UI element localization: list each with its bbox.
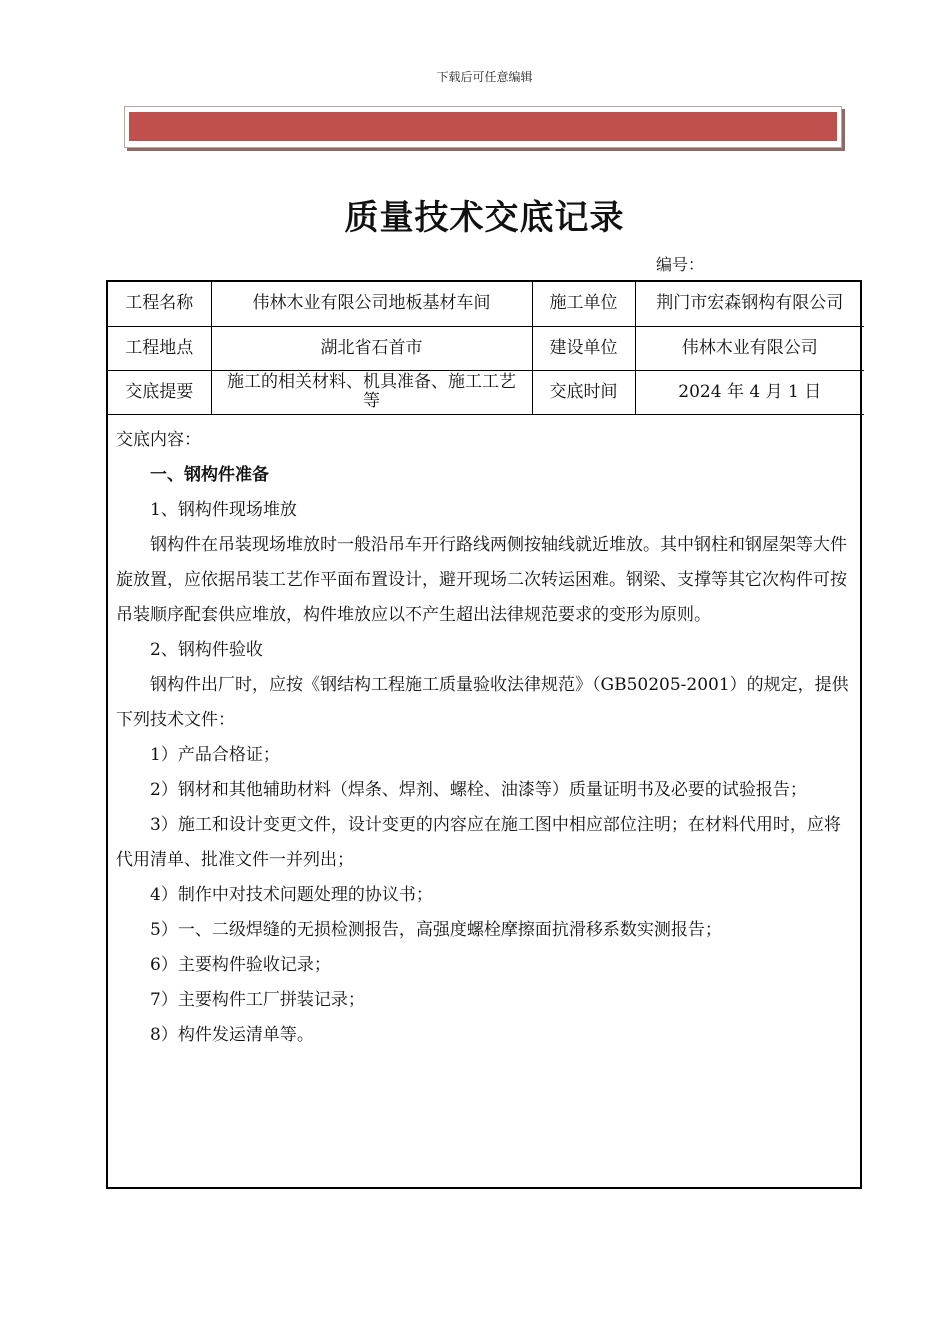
owner-label: 建设单位 [532, 326, 635, 370]
banner-bar [129, 112, 837, 141]
contractor-value: 荆门市宏森钢构有限公司 [635, 282, 864, 326]
date-label: 交底时间 [532, 370, 635, 414]
list-item: 1）产品合格证； [150, 744, 280, 765]
summary-label: 交底提要 [108, 370, 211, 414]
list-item: 3）施工和设计变更文件，设计变更的内容应在施工图中相应部位注明；在材料代用时，应将代用清单、批准文件一并列出； [116, 814, 841, 870]
location-label: 工程地点 [108, 326, 211, 370]
content-label: 交底内容： [116, 429, 201, 450]
owner-value: 伟林木业有限公司 [635, 326, 864, 370]
list-item: 6）主要构件验收记录； [150, 954, 331, 975]
summary-value: 施工的相关材料、机具准备、施工工艺等 [211, 370, 532, 414]
contractor-label: 施工单位 [532, 282, 635, 326]
table-row [108, 326, 864, 370]
list-item: 8）构件发运清单等。 [150, 1024, 314, 1045]
serial-number-label: 编号： [656, 255, 705, 274]
header-note: 下载后可任意编辑 [436, 70, 533, 84]
list-item: 7）主要构件工厂拼装记录； [150, 989, 365, 1010]
document-title: 质量技术交底记录 [344, 198, 625, 238]
subsection-title: 1、钢构件现场堆放 [150, 499, 297, 520]
location-value: 湖北省石首市 [211, 326, 532, 370]
table-row [108, 282, 864, 326]
briefing-content [108, 415, 860, 1053]
list-item: 5）一、二级焊缝的无损检测报告，高强度螺栓摩擦面抗滑移系数实测报告； [150, 919, 722, 940]
info-table [108, 282, 864, 415]
table-row [108, 370, 864, 414]
date-value: 2024 年 4 月 1 日 [635, 370, 864, 414]
subsection-title: 2、钢构件验收 [150, 639, 263, 660]
section-heading: 一、钢构件准备 [150, 464, 269, 485]
paragraph: 钢构件出厂时，应按《钢结构工程施工质量验收法律规范》（GB50205-2001）的规定，提供下列技术文件： [116, 674, 849, 730]
paragraph: 钢构件在吊装现场堆放时一般沿吊车开行路线两侧按轴线就近堆放。其中钢柱和钢屋架等大件旋放置，应依据吊装工艺作平面布置设计，避开现场二次转运困难。钢梁、支撑等其它次构件可按吊装顺序配套供应堆放，构件堆放应以不产生超出法律规范要求的变形为原则。 [116, 534, 847, 625]
project-name-value: 伟林木业有限公司地板基材车间 [211, 282, 532, 326]
record-form [106, 280, 862, 1189]
header-banner [124, 106, 842, 148]
list-item: 4）制作中对技术问题处理的协议书； [150, 884, 433, 905]
list-item: 2）钢材和其他辅助材料（焊条、焊剂、螺栓、油漆等）质量证明书及必要的试验报告； [150, 779, 807, 800]
project-name-label: 工程名称 [108, 282, 211, 326]
